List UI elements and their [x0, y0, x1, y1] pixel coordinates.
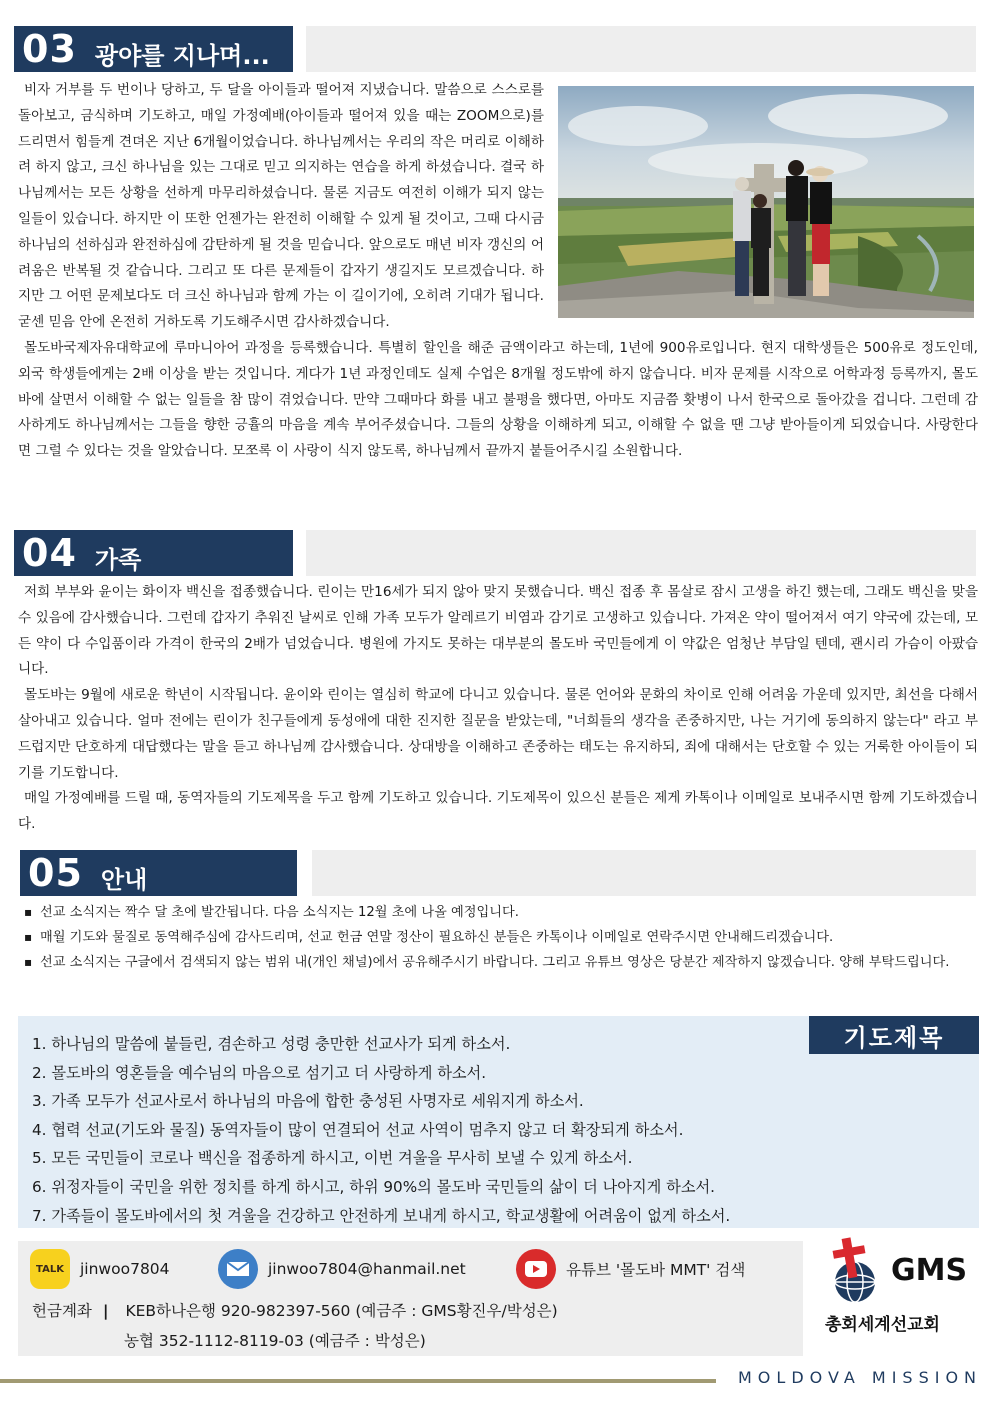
- gms-logo: [815, 1236, 980, 1356]
- section-title: 가족: [94, 545, 142, 574]
- section-number: 03: [22, 27, 77, 71]
- header-bar: [306, 530, 976, 576]
- section-title: 광야를 지나며...: [94, 41, 270, 70]
- header-tab: [14, 26, 293, 72]
- section-03-header: [14, 26, 976, 72]
- list-item: 1. 하나님의 말씀에 붙들린, 겸손하고 성령 충만한 선교사가 되게 하소서.: [32, 1035, 511, 1053]
- list-item: 5. 모든 국민들이 코로나 백신을 접종하게 하시고, 이번 겨울을 무사히 보낼 수 있게 하소서.: [32, 1149, 633, 1168]
- list-item: ▪ 선교 소식지는 구글에서 검색되지 않는 범위 내(개인 채널)에서 공유해주시기 바랍니다. 그리고 유튜브 영상은 당분간 제작하지 않겠습니다. 양해 부탁드립니다.: [24, 950, 978, 975]
- globe-cross-icon: [823, 1236, 893, 1306]
- photo-float-space: [544, 78, 978, 324]
- account-info: 농협 352-1112-8119-03 (예금주 : 박성은): [124, 1332, 426, 1350]
- account-line-2: [124, 1329, 426, 1351]
- youtube-icon: [516, 1249, 556, 1289]
- account-separator: |: [102, 1302, 109, 1320]
- list-item: 3. 가족 모두가 선교사로서 하나님의 마음에 합한 충성된 사명자로 세워지게 하소서.: [32, 1092, 584, 1111]
- account-line-1: [32, 1299, 558, 1321]
- section-number: 05: [28, 851, 83, 895]
- section-number: 04: [22, 531, 77, 575]
- youtube-search: 유튜브 '몰도바 MMT' 검색: [566, 1261, 746, 1279]
- paragraph: 매일 가정예배를 드릴 때, 동역자들의 기도제목을 두고 함께 기도하고 있습니다. 기도제목이 있으신 분들은 제게 카톡이나 이메일로 보내주시면 함께 기도하겠습니다.: [18, 790, 978, 833]
- email-contact[interactable]: [218, 1249, 466, 1289]
- kakao-contact[interactable]: [30, 1249, 170, 1289]
- contact-box: [18, 1241, 803, 1356]
- paragraph: 몰도바국제자유대학교에 루마니아어 과정을 등록했습니다. 특별히 할인을 해준 금액이라고 하는데, 1년에 900유로입니다. 현지 대학생들은 500유로 정도인데, 외국 학생들에게는 2배 이상을 받는 것입니다. 게다가 1년 과정인데도 실제 수업은 8개월 정도밖에 하지 않습니다. 비자 문제를 시작으로 어학과정 등록까지, 몰도바에 살면서 이해할 수 없는 일들을 참 많이 겪었습니다. 만약 그때마다 화를 내고 불평을 했다면, 아마도 지금쯤 홧병이 나서 한국으로 돌아갔을 겁니다. 그런데 감사하게도 하나님께서는 그들을 향한 긍휼의 마음을 계속 부어주셨습니다. 그들의 상황을 이해하게 되고, 이해할 수 없을 땐 그냥 받아들이게 되었습니다. 사랑한다면 그럴 수 있다는 것을 알았습니다. 모쪼록 이 사랑이 식지 않도록, 하나님께서 끝까지 붙들어주시길 소원합니다.: [18, 339, 978, 460]
- section-04-body: [18, 580, 978, 838]
- paragraph: 저희 부부와 윤이는 화이자 백신을 접종했습니다. 린이는 만16세가 되지 않아 맞지 못했습니다. 백신 접종 후 몸살로 잠시 고생을 하긴 했는데, 그래도 백신을 맞을 수 있음에 감사했습니다. 그런데 갑자기 추워진 날씨로 인해 가족 모두가 알레르기 비염과 감기로 고생하고 있습니다. 가져온 약이 떨어져서 여기 약국에 갔는데, 모든 약이 다 수입품이라 가격이 한국의 2배가 넘었습니다. 병원에 가지도 못하는 대부분의 몰도바 국민들에게 이 약값은 엄청난 부담일 텐데, 괜시리 가슴이 아팠습니다.: [18, 584, 978, 678]
- paragraph: 몰도바는 9월에 새로운 학년이 시작됩니다. 윤이와 린이는 열심히 학교에 다니고 있습니다. 물론 언어와 문화의 차이로 인해 어려움 가운데 있지만, 최선을 다해서 살아내고 있습니다. 얼마 전에는 린이가 친구들에게 동성애에 대한 진지한 질문을 받았는데, "너희들의 생각을 존중하지만, 나는 거기에 동의하지 않는다" 라고 부드럽지만 단호하게 대답했다는 말을 듣고 하나님께 감사했습니다. 상대방을 이해하고 존중하는 태도는 유지하되, 죄에 대해서는 단호할 수 있는 거룩한 아이들이 되기를 기도합니다.: [18, 687, 978, 781]
- header-tab: [14, 530, 293, 576]
- list-item: ▪ 선교 소식지는 짝수 달 초에 발간됩니다. 다음 소식지는 12월 초에 나올 예정입니다.: [24, 900, 978, 925]
- section-title: 안내: [100, 865, 148, 894]
- kakao-id: jinwoo7804: [80, 1260, 170, 1278]
- section-03-body: [18, 78, 978, 465]
- kakaotalk-icon-label: TALK: [36, 1263, 64, 1275]
- list-item: 7. 가족들이 몰도바에서의 첫 겨울을 건강하고 안전하게 보내게 하시고, 학교생활에 어려움이 없게 하소서.: [32, 1206, 731, 1225]
- kakaotalk-icon: [30, 1249, 70, 1289]
- prayer-title: 기도제목: [809, 1016, 979, 1054]
- account-label: 헌금계좌: [32, 1302, 92, 1320]
- footer-divider: [0, 1379, 716, 1383]
- header-tab: [20, 850, 297, 896]
- list-item: ▪ 매월 기도와 물질로 동역해주심에 감사드리며, 선교 헌금 연말 정산이 필요하신 분들은 카톡이나 이메일로 연락주시면 안내해드리겠습니다.: [24, 925, 978, 950]
- gms-logo-text: GMS: [891, 1253, 968, 1288]
- header-bar: [306, 26, 976, 72]
- list-item: 4. 협력 선교(기도와 물질) 동역자들이 많이 연결되어 선교 사역이 멈추지 않고 더 확장되게 하소서.: [32, 1120, 684, 1139]
- prayer-list: [32, 1030, 730, 1230]
- prayer-box: [18, 1016, 979, 1228]
- list-item: 6. 위정자들이 국민을 위한 정치를 하게 하시고, 하위 90%의 몰도바 국민들의 삶이 더 나아지게 하소서.: [32, 1177, 715, 1196]
- list-item: 2. 몰도바의 영혼들을 예수님의 마음으로 섬기고 더 사랑하게 하소서.: [32, 1063, 487, 1082]
- section-05-header: [20, 850, 976, 896]
- footer-text: MOLDOVA MISSION: [738, 1368, 983, 1387]
- paragraph: 비자 거부를 두 번이나 당하고, 두 달을 아이들과 떨어져 지냈습니다. 말씀으로 스스로를 돌아보고, 금식하며 기도하고, 매일 가정예배(아이들과 떨어져 있을 때는 ZOOM으로)를 드리면서 힘들게 견뎌온 지난 6개월이었습니다. 하나님께서는 우리의 작은 머리로 이해하려 하지 않고, 크신 하나님을 있는 그대로 믿고 의지하는 연습을 하게 하셨습니다. 결국 하나님께서는 모든 상황을 선하게 마무리하셨습니다. 물론 지금도 여전히 이해가 되지 않는 일들이 있습니다. 하지만 이 또한 언젠가는 완전히 이해할 수 있게 될 것이고, 그때 다시금 하나님의 선하심과 완전하심에 감탄하게 될 것을 믿습니다. 앞으로도 매년 비자 갱신의 어려움은 반복될 것 같습니다. 그리고 또 다른 문제들이 갑자기 생길지도 모르겠습니다. 하지만 그 어떤 문제보다도 더 크신 하나님과 함께 가는 이 길이기에, 오히려 기대가 됩니다. 굳센 믿음 안에 온전히 거하도록 기도해주시면 감사하겠습니다.: [18, 82, 544, 331]
- account-info: KEB하나은행 920-982397-560 (예금주 : GMS황진우/박성은): [125, 1302, 558, 1320]
- youtube-contact[interactable]: [516, 1249, 745, 1289]
- email-address: jinwoo7804@hanmail.net: [268, 1260, 466, 1278]
- org-name: 총회세계선교회: [825, 1315, 940, 1335]
- header-bar: [312, 850, 976, 896]
- notice-list: [24, 900, 978, 975]
- section-04-header: [14, 530, 976, 576]
- mail-icon: [218, 1249, 258, 1289]
